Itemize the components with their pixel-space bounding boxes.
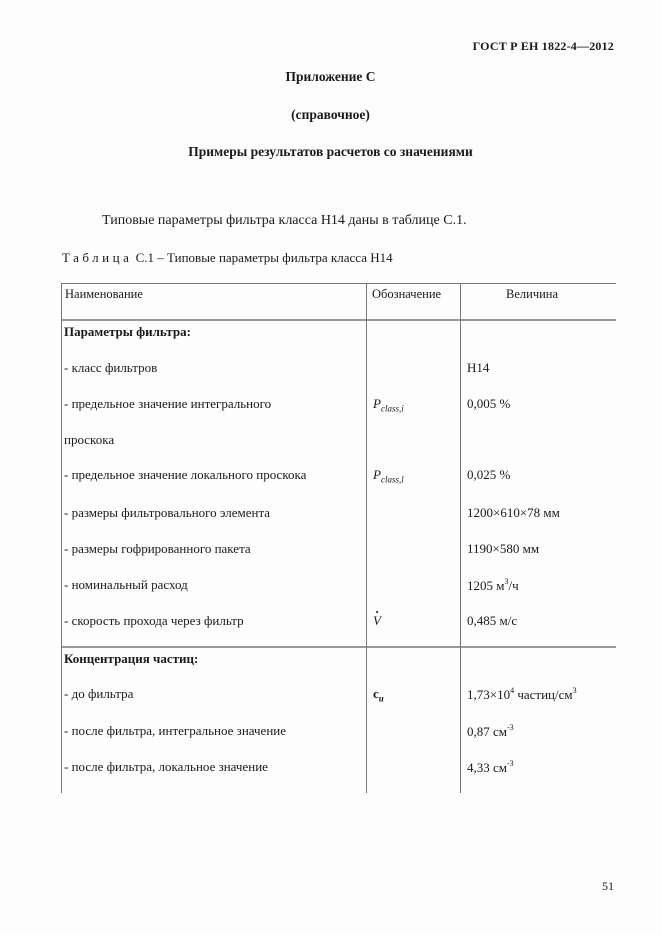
page-number: 51 xyxy=(602,879,614,893)
row-after-local-name: - после фильтра, локальное значение xyxy=(64,759,268,774)
table-col-divider-2 xyxy=(460,283,461,793)
row-after-local-value: 4,33 $см^{-3}$ xyxy=(467,759,514,775)
row-flow-name: - номинальный расход xyxy=(64,577,188,592)
table-caption-prefix: Таблица xyxy=(62,250,133,265)
row-speed-value: 0,485 м/с xyxy=(467,613,518,628)
table-group-border xyxy=(61,646,616,648)
row-class-name: - класс фильтров xyxy=(64,360,158,375)
row-element-value: 1200×610×78 мм xyxy=(467,505,560,520)
annex-heading: Примеры результатов расчетов со значениями xyxy=(188,144,473,159)
row-integral-name-cont: проскока xyxy=(64,432,115,447)
row-local-symbol: $P_{class,l}$ xyxy=(373,467,404,485)
row-pack-value: 1190×580 мм xyxy=(467,541,540,556)
row-local-value: 0,025 % xyxy=(467,467,511,482)
header-symbol: Обозначение xyxy=(372,287,442,301)
row-before-symbol: $c_u$ xyxy=(373,686,384,704)
row-after-integral-value: 0,87 $см^{-3}$ xyxy=(467,723,514,739)
row-element-name: - размеры фильтровального элемента xyxy=(64,505,271,520)
table-caption xyxy=(62,250,393,266)
row-before-name: - до фильтра xyxy=(64,686,134,701)
header-name: Наименование xyxy=(65,287,143,301)
row-integral-symbol: $P_{class,i}$ xyxy=(373,396,404,414)
table-left-border xyxy=(61,283,62,793)
header-value: Величина xyxy=(506,287,559,301)
annex-title: Приложение С xyxy=(285,69,376,84)
table-col-divider-1 xyxy=(366,283,367,793)
row-pack-name: - размеры гофрированного пакета xyxy=(64,541,251,556)
intro-paragraph: Типовые параметры фильтра класса Н14 даны в таблице С.1. xyxy=(102,213,467,228)
table-header-border xyxy=(61,319,616,321)
annex-status: (справочное) xyxy=(291,107,370,122)
row-before-value: $1,73\times 10^4$ частиц/$см^3$ xyxy=(467,686,577,702)
row-speed-name: - скорость прохода через фильтр xyxy=(64,613,244,628)
row-flow-value: 1205 $м^3/ч$ xyxy=(467,577,519,593)
row-class-value: Н14 xyxy=(467,360,490,375)
row-integral-name: - предельное значение интегрального xyxy=(64,396,272,411)
row-speed-symbol: · V xyxy=(373,613,381,629)
row-local-name: - предельное значение локального проскока xyxy=(64,467,307,482)
row-after-integral-name: - после фильтра, интегральное значение xyxy=(64,723,287,738)
row-integral-value: 0,005 % xyxy=(467,396,511,411)
table-caption-text: С.1 – Типовые параметры фильтра класса Н14 xyxy=(135,250,393,265)
table-top-border xyxy=(61,283,616,284)
group-particle-concentration: Концентрация частиц: xyxy=(64,651,199,666)
group-filter-params: Параметры фильтра: xyxy=(64,324,191,339)
standard-number: ГОСТ Р ЕН 1822-4—2012 xyxy=(472,39,614,53)
